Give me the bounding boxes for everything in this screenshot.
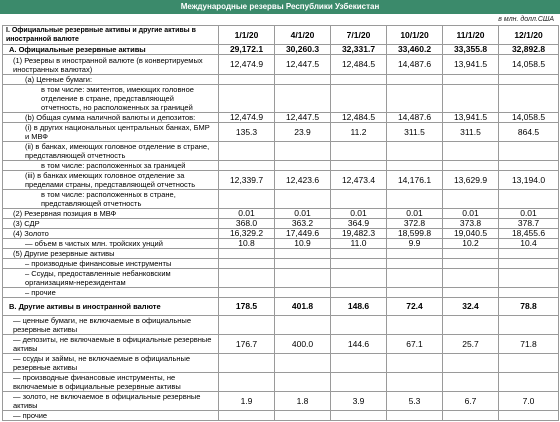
value-cell: 19,040.5 [443,229,499,239]
table-row [3,269,559,288]
reserves-table [2,25,559,421]
row-label: (iii) в банках имеющих головное отделение за пределами страны, представляющей отчетность [3,171,219,190]
row-label: в том числе: эмитентов, имеющих головное отделение в стране, представляющей отчетность, но расположенных за границей [3,85,219,113]
table-row [3,113,559,123]
value-cell: 3.9 [331,392,387,411]
value-cell: 311.5 [387,123,443,142]
value-cell [387,316,443,335]
value-cell [331,249,387,259]
row-label: (b) Общая сумма наличной валюты и депозитов: [3,113,219,123]
value-cell [499,75,559,85]
table-row [3,259,559,269]
value-cell [499,190,559,209]
value-cell [443,85,499,113]
row-label: — производные финансовые инструменты, не включаемые в официальные резервные активы [3,373,219,392]
table-row [3,288,559,298]
value-cell: 401.8 [275,298,331,316]
row-label: — ссуды и займы, не включаемые в официальные резервные активы [3,354,219,373]
value-cell: 32,892.8 [499,45,559,55]
value-cell: 5.3 [387,392,443,411]
value-cell [275,373,331,392]
row-label: — золото, не включаемое в официальные резервные активы [3,392,219,411]
value-cell: 12,484.5 [331,113,387,123]
value-cell: 0.01 [443,209,499,219]
value-cell: 0.01 [331,209,387,219]
value-cell: 373.8 [443,219,499,229]
value-cell [331,316,387,335]
value-cell [219,411,275,421]
value-cell [275,316,331,335]
value-cell [499,85,559,113]
value-cell [275,411,331,421]
value-cell: 363.2 [275,219,331,229]
value-cell: 72.4 [387,298,443,316]
row-label: – Ссуды, предоставленные небанковским организациям-нерезидентам [3,269,219,288]
value-cell [499,249,559,259]
value-cell [219,316,275,335]
value-cell [387,249,443,259]
table-row [3,190,559,209]
value-cell: 11.0 [331,239,387,249]
value-cell [443,411,499,421]
value-cell [275,249,331,259]
value-cell: 14,058.5 [499,113,559,123]
value-cell [275,354,331,373]
value-cell: 7.0 [499,392,559,411]
table-row [3,229,559,239]
row-label: (1) Резервы в иностранной валюте (в конвертируемых иностранных валютах) [3,55,219,75]
value-cell [443,142,499,161]
table-row [3,85,559,113]
row-label: в том числе: расположенных в стране, представляющей отчетность [3,190,219,209]
table-row [3,298,559,316]
value-cell [331,142,387,161]
value-cell [499,354,559,373]
value-cell: 33,355.8 [443,45,499,55]
value-cell: 23.9 [275,123,331,142]
table-row [3,45,559,55]
value-cell: 368.0 [219,219,275,229]
value-cell: 364.9 [331,219,387,229]
table-row [3,239,559,249]
header-row [3,26,559,45]
table-row [3,142,559,161]
value-cell: 144.6 [331,335,387,354]
value-cell: 16,329.2 [219,229,275,239]
row-label: (3) СДР [3,219,219,229]
value-cell [387,75,443,85]
value-cell [443,259,499,269]
value-cell [387,411,443,421]
date-header: 4/1/20 [275,26,331,45]
value-cell: 12,423.6 [275,171,331,190]
value-cell [331,161,387,171]
row-label: — прочие [3,411,219,421]
value-cell [275,269,331,288]
value-cell [387,354,443,373]
value-cell [443,354,499,373]
value-cell [219,85,275,113]
value-cell [499,373,559,392]
value-cell [443,190,499,209]
value-cell: 17,449.6 [275,229,331,239]
value-cell: 10.9 [275,239,331,249]
value-cell [499,259,559,269]
value-cell [387,288,443,298]
value-cell [443,249,499,259]
value-cell [331,411,387,421]
value-cell: 10.4 [499,239,559,249]
date-header: 7/1/20 [331,26,387,45]
value-cell: 18,455.6 [499,229,559,239]
date-header: 1/1/20 [219,26,275,45]
header-label: I. Официальные резервные активы и другие активы в иностранной валюте [3,26,219,45]
table-row [3,171,559,190]
row-label: – производные финансовые инструменты [3,259,219,269]
value-cell: 9.9 [387,239,443,249]
row-label: – прочие [3,288,219,298]
table-row [3,249,559,259]
value-cell: 1.8 [275,392,331,411]
value-cell [443,316,499,335]
value-cell [387,85,443,113]
value-cell: 11.2 [331,123,387,142]
value-cell [443,288,499,298]
value-cell [499,288,559,298]
value-cell: 18,599.8 [387,229,443,239]
value-cell: 372.8 [387,219,443,229]
value-cell: 14,487.6 [387,113,443,123]
table-row [3,316,559,335]
value-cell [219,190,275,209]
value-cell: 78.8 [499,298,559,316]
value-cell [499,161,559,171]
value-cell: 13,941.5 [443,55,499,75]
row-label: — ценные бумаги, не включаемые в официальные резервные активы [3,316,219,335]
value-cell [443,161,499,171]
value-cell [331,259,387,269]
table-row [3,209,559,219]
value-cell [275,190,331,209]
value-cell [275,75,331,85]
row-label: (ii) в банках, имеющих головное отделение в стране, представляющей отчетность [3,142,219,161]
value-cell: 0.01 [219,209,275,219]
value-cell: 864.5 [499,123,559,142]
value-cell [219,354,275,373]
value-cell: 14,487.6 [387,55,443,75]
value-cell [443,373,499,392]
value-cell: 400.0 [275,335,331,354]
value-cell: 14,058.5 [499,55,559,75]
value-cell [331,373,387,392]
value-cell [387,190,443,209]
value-cell [275,142,331,161]
value-cell: 67.1 [387,335,443,354]
value-cell: 32,331.7 [331,45,387,55]
table-row [3,392,559,411]
value-cell: 148.6 [331,298,387,316]
value-cell [219,288,275,298]
table-row [3,354,559,373]
value-cell [499,269,559,288]
value-cell: 0.01 [499,209,559,219]
value-cell [499,316,559,335]
row-label: (2) Резервная позиция в МВФ [3,209,219,219]
value-cell [219,373,275,392]
value-cell [219,75,275,85]
value-cell: 25.7 [443,335,499,354]
page-title: Международные резервы Республики Узбекистан [0,0,560,14]
value-cell [331,288,387,298]
value-cell: 0.01 [387,209,443,219]
date-header: 12/1/20 [499,26,559,45]
value-cell [275,161,331,171]
value-cell: 14,176.1 [387,171,443,190]
table-row [3,219,559,229]
value-cell: 13,194.0 [499,171,559,190]
units-note: в млн. долл.США [498,16,554,23]
value-cell [331,190,387,209]
value-cell [387,161,443,171]
row-label: (а) Ценные бумаги: [3,75,219,85]
value-cell: 378.7 [499,219,559,229]
value-cell: 13,941.5 [443,113,499,123]
value-cell: 19,482.3 [331,229,387,239]
value-cell: 33,460.2 [387,45,443,55]
value-cell [219,142,275,161]
value-cell [443,75,499,85]
value-cell [331,269,387,288]
table-row [3,373,559,392]
value-cell: 12,474.9 [219,113,275,123]
value-cell: 29,172.1 [219,45,275,55]
value-cell [275,288,331,298]
date-header: 10/1/20 [387,26,443,45]
row-label: (4) Золото [3,229,219,239]
value-cell: 12,447.5 [275,55,331,75]
value-cell [443,269,499,288]
value-cell: 10.8 [219,239,275,249]
value-cell: 1.9 [219,392,275,411]
value-cell [331,354,387,373]
table-row [3,161,559,171]
value-cell: 12,484.5 [331,55,387,75]
value-cell: 178.5 [219,298,275,316]
row-label: A. Официальные резервные активы [3,45,219,55]
row-label: B. Другие активы в иностранной валюте [3,298,219,316]
value-cell [275,259,331,269]
value-cell [219,259,275,269]
row-label: — объем в чистых млн. тройских унций [3,239,219,249]
value-cell: 135.3 [219,123,275,142]
value-cell: 12,447.5 [275,113,331,123]
value-cell: 71.8 [499,335,559,354]
value-cell: 12,474.9 [219,55,275,75]
value-cell: 0.01 [275,209,331,219]
row-label: — депозиты, не включаемые в официальные резервные активы [3,335,219,354]
row-label: (i) в других национальных центральных банках, БМР и МВФ [3,123,219,142]
value-cell: 12,473.4 [331,171,387,190]
value-cell [387,373,443,392]
value-cell [219,161,275,171]
value-cell [499,142,559,161]
table-row [3,75,559,85]
value-cell: 10.2 [443,239,499,249]
value-cell: 32.4 [443,298,499,316]
table-row [3,123,559,142]
table-row [3,335,559,354]
row-label: в том числе: расположенных за границей [3,161,219,171]
table-row [3,55,559,75]
value-cell [275,85,331,113]
table-row [3,411,559,421]
row-label: (5) Другие резервные активы [3,249,219,259]
value-cell [331,75,387,85]
value-cell [331,85,387,113]
value-cell [499,411,559,421]
value-cell: 30,260.3 [275,45,331,55]
value-cell: 12,339.7 [219,171,275,190]
value-cell [219,269,275,288]
value-cell [387,259,443,269]
value-cell: 6.7 [443,392,499,411]
value-cell: 13,629.9 [443,171,499,190]
value-cell [387,269,443,288]
date-header: 11/1/20 [443,26,499,45]
value-cell [219,249,275,259]
value-cell [387,142,443,161]
value-cell: 311.5 [443,123,499,142]
value-cell: 176.7 [219,335,275,354]
